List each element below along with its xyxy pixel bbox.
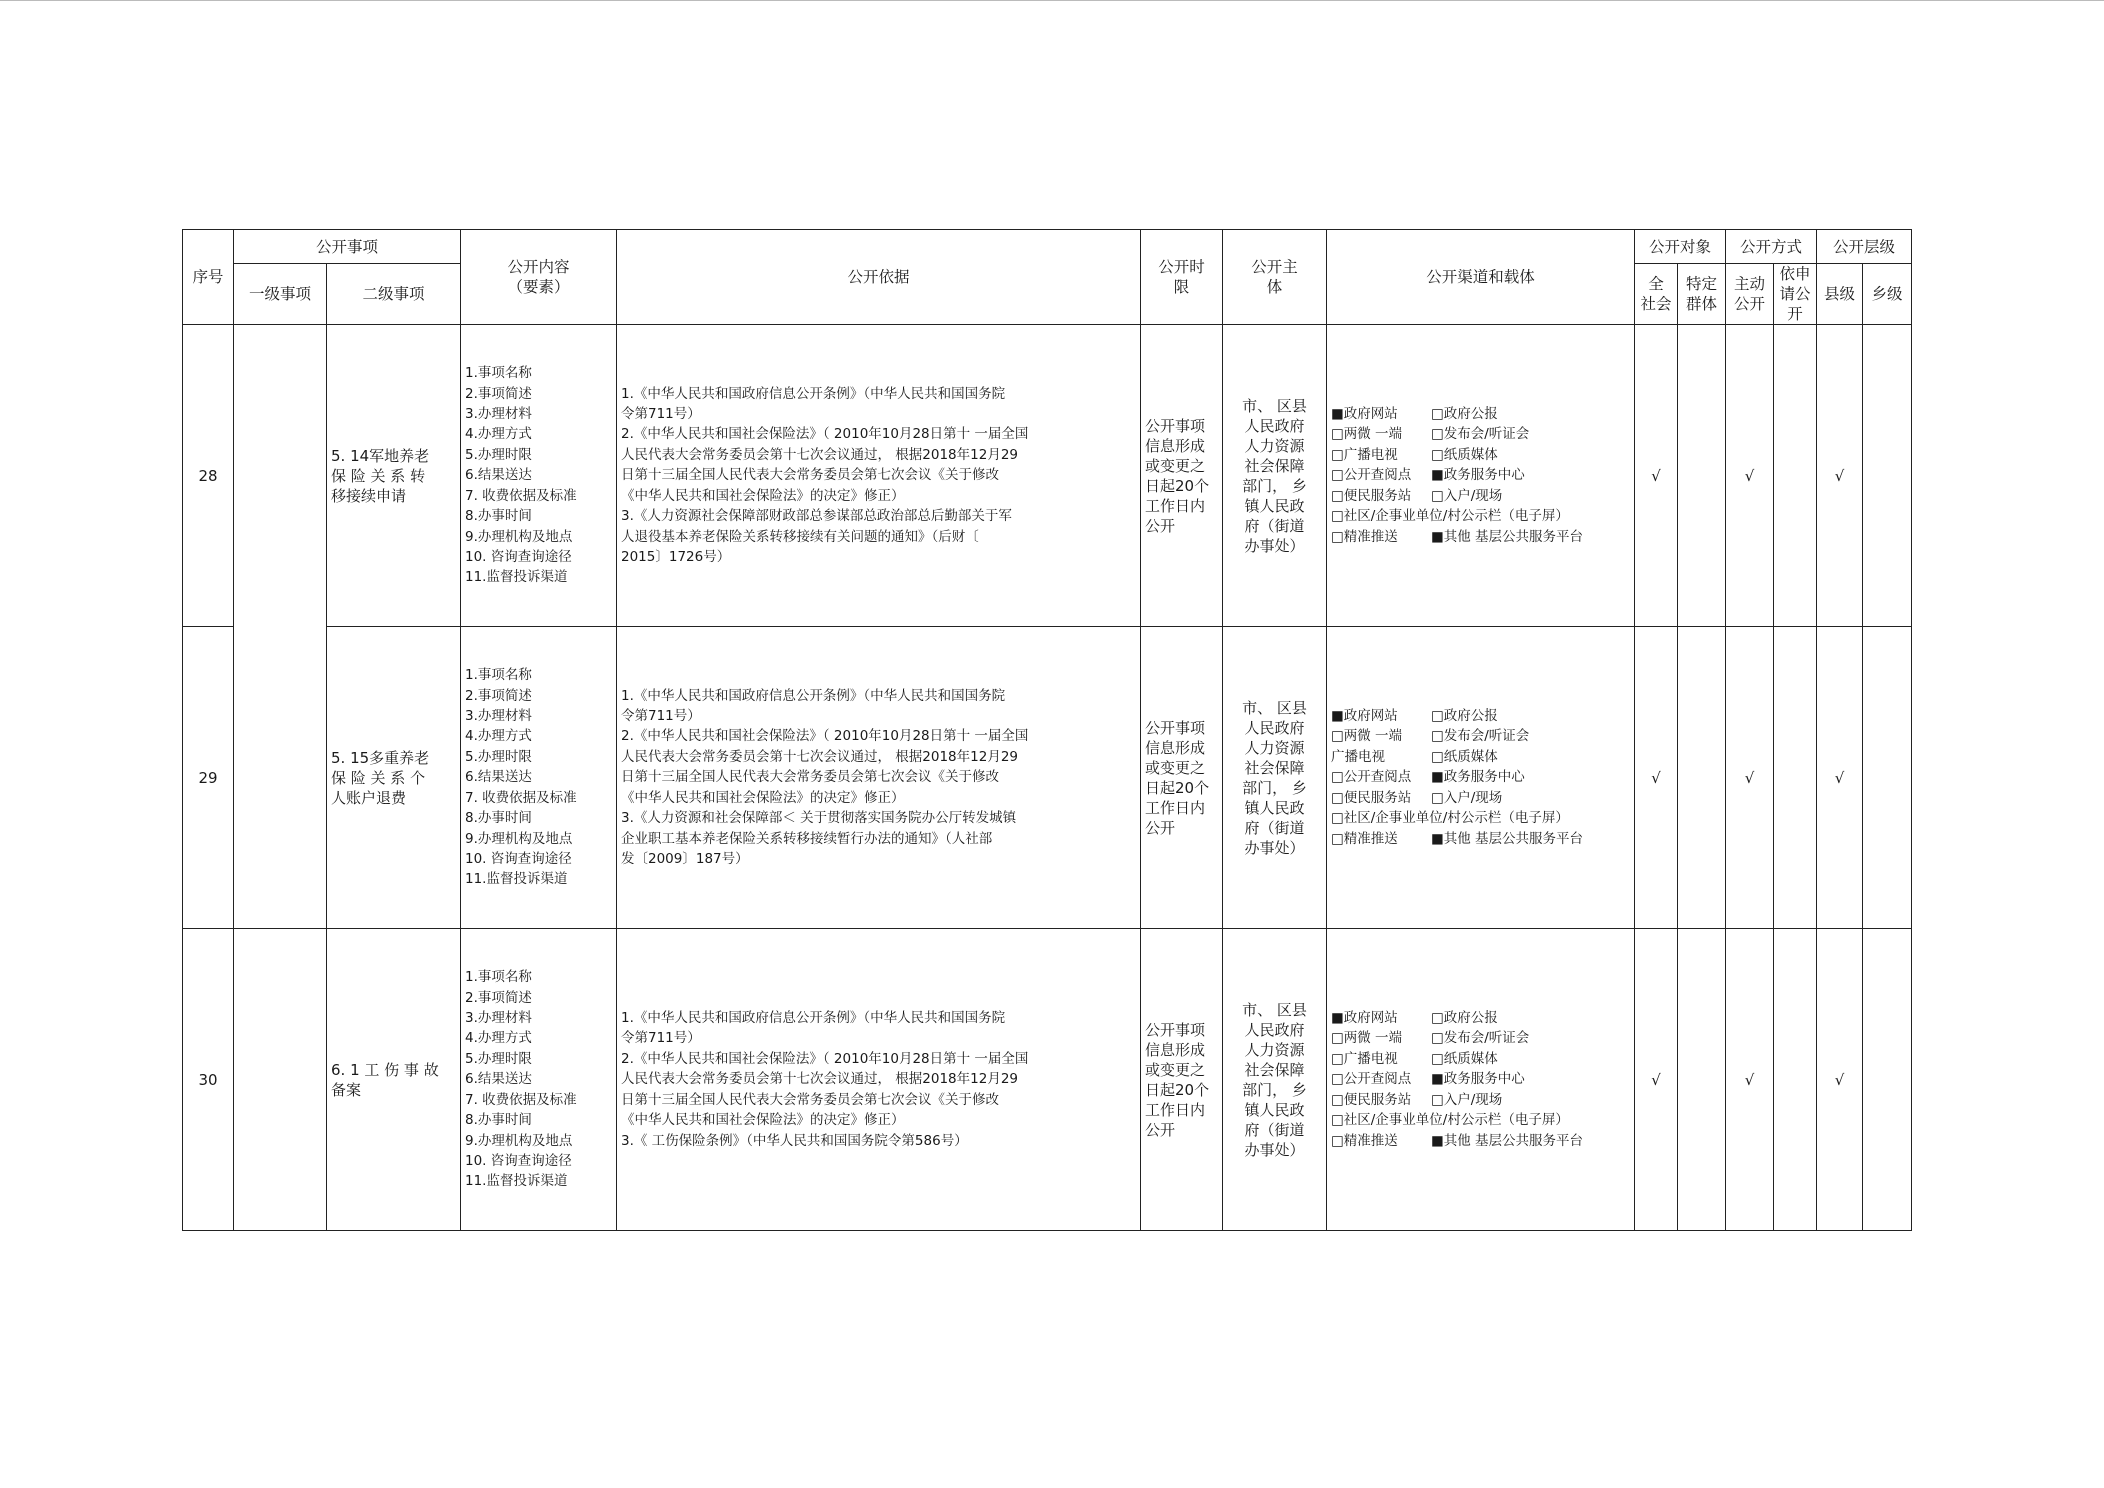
cell-line: 3.办理材料 — [465, 1010, 532, 1027]
table-row — [183, 929, 1912, 1231]
row-level2: 6. 1 工 伤 事 故 备案 — [327, 929, 461, 1231]
cell-line: 1.事项名称 — [465, 667, 532, 684]
row-content — [461, 325, 617, 627]
cell-line: 4.办理方式 — [465, 1030, 532, 1047]
channel-option: ■其他 基层公共服务平台 — [1431, 1132, 1584, 1149]
cell-line: 人民代表大会常务委员会第十七次会议通过， 根据2018年12月29 — [621, 1071, 1019, 1088]
channel-option: ■政务服务中心 — [1431, 769, 1525, 786]
cell-line: 10. 咨询查询途径 — [465, 850, 572, 867]
channel-option: □两微 一端 — [1331, 728, 1403, 745]
row-subject: 市、 区县 人民政府 人力资源 社会保障 部门， 乡 镇人民政 府（街道 办事处） — [1223, 929, 1327, 1231]
cell-line: 10. 咨询查询途径 — [465, 1152, 572, 1169]
row-method-active: √ — [1726, 627, 1774, 929]
channel-line — [1331, 527, 1630, 547]
channel-option: □社区/企事业单位/村公示栏（电子屏） — [1331, 1112, 1569, 1129]
row-seq: 29 — [183, 627, 234, 929]
channel-option: □两微 一端 — [1331, 1030, 1403, 1047]
channel-option: □纸质媒体 — [1431, 1050, 1498, 1067]
cell-line: 人退役基本养老保险关系转移接续有关问题的通知》（后财〔 — [621, 528, 979, 545]
row-level-town — [1863, 929, 1912, 1231]
row-channels — [1327, 929, 1635, 1231]
cell-line: 8.办事时间 — [465, 508, 532, 525]
channel-option: 广播电视 — [1331, 748, 1385, 765]
cell-line: 令第711号） — [621, 406, 701, 423]
cell-line: 5.办理时限 — [465, 1050, 532, 1067]
row-method-active: √ — [1726, 929, 1774, 1231]
cell-line: 令第711号） — [621, 1030, 701, 1047]
header-audience-specific: 特定 群体 — [1678, 264, 1726, 325]
cell-line: 2.事项简述 — [465, 385, 532, 402]
channel-option: ■政府网站 — [1331, 406, 1398, 423]
channel-option: □两微 一端 — [1331, 426, 1403, 443]
cell-line: 3.《 工伤保险条例》（中华人民共和国国务院令第586号） — [621, 1132, 968, 1149]
row-subject: 市、 区县 人民政府 人力资源 社会保障 部门， 乡 镇人民政 府（街道 办事处） — [1223, 325, 1327, 627]
header-level1: 一级事项 — [234, 264, 327, 325]
header-method-active: 主动 公开 — [1726, 264, 1774, 325]
row-audience-all: √ — [1635, 929, 1678, 1231]
row-method-active: √ — [1726, 325, 1774, 627]
cell-line: 企业职工基本养老保险关系转移接续暂行办法的通知》（人社部 — [621, 830, 993, 847]
channel-line — [1331, 1131, 1630, 1151]
row-method-request — [1774, 325, 1817, 627]
header-audience-group: 公开对象 — [1635, 230, 1726, 264]
cell-line: 1.事项名称 — [465, 969, 532, 986]
channel-line — [1331, 706, 1630, 726]
cell-line: 8.办事时间 — [465, 810, 532, 827]
cell-line: 9.办理机构及地点 — [465, 830, 573, 847]
channel-option: □发布会/听证会 — [1431, 728, 1530, 745]
cell-line: 《中华人民共和国社会保险法》的决定》修正） — [621, 789, 905, 806]
channel-line — [1331, 767, 1630, 787]
cell-line: 1.《中华人民共和国政府信息公开条例》（中华人民共和国国务院 — [621, 687, 1006, 704]
cell-line: 人民代表大会常务委员会第十七次会议通过， 根据2018年12月29 — [621, 748, 1019, 765]
channel-line — [1331, 424, 1630, 444]
channel-line — [1331, 465, 1630, 485]
cell-line: 9.办理机构及地点 — [465, 528, 573, 545]
cell-line: 人民代表大会常务委员会第十七次会议通过， 根据2018年12月29 — [621, 446, 1019, 463]
cell-line: 3.《人力资源和社会保障部＜ 关于贯彻落实国务院办公厅转发城镇 — [621, 810, 1017, 827]
cell-line: 3.办理材料 — [465, 708, 532, 725]
header-method-request: 依申 请公 开 — [1774, 264, 1817, 325]
row-method-request — [1774, 929, 1817, 1231]
header-subject: 公开主 体 — [1223, 230, 1327, 325]
row-level-town — [1863, 627, 1912, 929]
row-basis — [617, 929, 1141, 1231]
channel-option: □政府公报 — [1431, 406, 1498, 423]
row-basis — [617, 627, 1141, 929]
channel-option: □政府公报 — [1431, 1010, 1498, 1027]
header-level-town: 乡级 — [1863, 264, 1912, 325]
cell-line: 6.结果送达 — [465, 467, 532, 484]
cell-line: 3.办理材料 — [465, 406, 532, 423]
row-subject: 市、 区县 人民政府 人力资源 社会保障 部门， 乡 镇人民政 府（街道 办事处） — [1223, 627, 1327, 929]
channel-line — [1331, 747, 1630, 767]
channel-option: □公开查阅点 — [1331, 467, 1412, 484]
row-method-request — [1774, 627, 1817, 929]
channel-option: □入户/现场 — [1431, 487, 1503, 504]
cell-line: 日第十三届全国人民代表大会常务委员会第七次会议《关于修改 — [621, 467, 999, 484]
cell-line: 11.监督投诉渠道 — [465, 1173, 568, 1190]
cell-line: 6.结果送达 — [465, 1071, 532, 1088]
row-content — [461, 627, 617, 929]
channel-option: □入户/现场 — [1431, 789, 1503, 806]
channel-option: □社区/企事业单位/村公示栏（电子屏） — [1331, 508, 1569, 525]
row-time-limit: 公开事项 信息形成 或变更之 日起20个 工作日内 公开 — [1141, 325, 1223, 627]
header-content: 公开内容 （要素） — [461, 230, 617, 325]
table-body — [183, 325, 1912, 1231]
channel-line — [1331, 404, 1630, 424]
channel-line — [1331, 726, 1630, 746]
channel-option: □社区/企事业单位/村公示栏（电子屏） — [1331, 810, 1569, 827]
cell-line: 4.办理方式 — [465, 728, 532, 745]
header-method-group: 公开方式 — [1726, 230, 1817, 264]
cell-line: 2.《中华人民共和国社会保险法》（ 2010年10月28日第十 一届全国 — [621, 728, 1029, 745]
channel-option: □发布会/听证会 — [1431, 426, 1530, 443]
channel-option: □广播电视 — [1331, 1050, 1398, 1067]
channel-option: □精准推送 — [1331, 830, 1398, 847]
cell-line: 3.《人力资源社会保障部财政部总参谋部总政治部总后勤部关于军 — [621, 508, 1012, 525]
cell-line: 2.《中华人民共和国社会保险法》（ 2010年10月28日第十 一届全国 — [621, 1050, 1029, 1067]
channel-line — [1331, 1008, 1630, 1028]
row-level-county: √ — [1817, 929, 1863, 1231]
channel-line — [1331, 445, 1630, 465]
channel-option: □发布会/听证会 — [1431, 1030, 1530, 1047]
channel-line — [1331, 506, 1630, 526]
channel-option: □便民服务站 — [1331, 789, 1412, 806]
row-audience-specific — [1678, 325, 1726, 627]
header-audience-all: 全 社会 — [1635, 264, 1678, 325]
row-level2: 5. 15多重养老 保 险 关 系 个 人账户退费 — [327, 627, 461, 929]
cell-line: 5.办理时限 — [465, 748, 532, 765]
channel-option: □广播电视 — [1331, 446, 1398, 463]
channel-line — [1331, 808, 1630, 828]
channel-option: ■其他 基层公共服务平台 — [1431, 528, 1584, 545]
table-row — [183, 325, 1912, 627]
cell-line: 2.《中华人民共和国社会保险法》（ 2010年10月28日第十 一届全国 — [621, 426, 1029, 443]
channel-option: □纸质媒体 — [1431, 446, 1498, 463]
row-channels — [1327, 325, 1635, 627]
channel-option: □公开查阅点 — [1331, 1071, 1412, 1088]
row-audience-specific — [1678, 627, 1726, 929]
cell-line: 日第十三届全国人民代表大会常务委员会第七次会议《关于修改 — [621, 1091, 999, 1108]
channel-line — [1331, 1069, 1630, 1089]
row-audience-all: √ — [1635, 325, 1678, 627]
cell-line: 9.办理机构及地点 — [465, 1132, 573, 1149]
header-time-limit: 公开时 限 — [1141, 230, 1223, 325]
row-level-town — [1863, 325, 1912, 627]
header-channels: 公开渠道和载体 — [1327, 230, 1635, 325]
channel-option: ■政务服务中心 — [1431, 467, 1525, 484]
cell-line: 5.办理时限 — [465, 446, 532, 463]
cell-line: 1.《中华人民共和国政府信息公开条例》（中华人民共和国国务院 — [621, 385, 1006, 402]
channel-option: □入户/现场 — [1431, 1091, 1503, 1108]
row-seq: 28 — [183, 325, 234, 627]
disclosure-table — [182, 229, 1912, 1231]
cell-line: 令第711号） — [621, 708, 701, 725]
table-row — [183, 627, 1912, 929]
channel-line — [1331, 1110, 1630, 1130]
channel-option: □便民服务站 — [1331, 1091, 1412, 1108]
cell-line: 1.事项名称 — [465, 365, 532, 382]
channel-option: ■政府网站 — [1331, 1010, 1398, 1027]
row-time-limit: 公开事项 信息形成 或变更之 日起20个 工作日内 公开 — [1141, 627, 1223, 929]
channel-option: ■其他 基层公共服务平台 — [1431, 830, 1584, 847]
cell-line: 《中华人民共和国社会保险法》的决定》修正） — [621, 487, 905, 504]
cell-line: 2015〕1726号） — [621, 548, 731, 565]
cell-line: 8.办事时间 — [465, 1112, 532, 1129]
row-level-county: √ — [1817, 325, 1863, 627]
cell-line: 《中华人民共和国社会保险法》的决定》修正） — [621, 1112, 905, 1129]
cell-line: 11.监督投诉渠道 — [465, 569, 568, 586]
channel-option: ■政务服务中心 — [1431, 1071, 1525, 1088]
channel-option: □公开查阅点 — [1331, 769, 1412, 786]
cell-line: 10. 咨询查询途径 — [465, 548, 572, 565]
channel-option: □纸质媒体 — [1431, 748, 1498, 765]
cell-line: 2.事项简述 — [465, 687, 532, 704]
cell-line: 11.监督投诉渠道 — [465, 871, 568, 888]
row-audience-all: √ — [1635, 627, 1678, 929]
page-top-rule — [0, 0, 2104, 1]
row-audience-specific — [1678, 929, 1726, 1231]
cell-line: 日第十三届全国人民代表大会常务委员会第七次会议《关于修改 — [621, 769, 999, 786]
row-level1 — [234, 929, 327, 1231]
cell-line: 7. 收费依据及标准 — [465, 487, 577, 504]
channel-option: □精准推送 — [1331, 528, 1398, 545]
channel-line — [1331, 486, 1630, 506]
header-level2: 二级事项 — [327, 264, 461, 325]
cell-line: 7. 收费依据及标准 — [465, 1091, 577, 1108]
channel-line — [1331, 1028, 1630, 1048]
cell-line: 2.事项简述 — [465, 989, 532, 1006]
channel-line — [1331, 829, 1630, 849]
cell-line: 4.办理方式 — [465, 426, 532, 443]
row-level2: 5. 14军地养老 保 险 关 系 转 移接续申请 — [327, 325, 461, 627]
row-content — [461, 929, 617, 1231]
row-level-county: √ — [1817, 627, 1863, 929]
channel-option: ■政府网站 — [1331, 708, 1398, 725]
header-basis: 公开依据 — [617, 230, 1141, 325]
cell-line: 1.《中华人民共和国政府信息公开条例》（中华人民共和国国务院 — [621, 1010, 1006, 1027]
cell-line: 6.结果送达 — [465, 769, 532, 786]
channel-option: □便民服务站 — [1331, 487, 1412, 504]
channel-option: □精准推送 — [1331, 1132, 1398, 1149]
row-time-limit: 公开事项 信息形成 或变更之 日起20个 工作日内 公开 — [1141, 929, 1223, 1231]
channel-line — [1331, 1049, 1630, 1069]
channel-option: □政府公报 — [1431, 708, 1498, 725]
cell-line: 发〔2009〕187号） — [621, 850, 749, 867]
channel-line — [1331, 1090, 1630, 1110]
cell-line: 7. 收费依据及标准 — [465, 789, 577, 806]
header-items-group: 公开事项 — [234, 230, 461, 264]
header-level-group: 公开层级 — [1817, 230, 1912, 264]
header-seq: 序号 — [183, 230, 234, 325]
table-header — [183, 230, 1912, 325]
channel-line — [1331, 788, 1630, 808]
row-channels — [1327, 627, 1635, 929]
row-basis — [617, 325, 1141, 627]
row-seq: 30 — [183, 929, 234, 1231]
header-level-county: 县级 — [1817, 264, 1863, 325]
row-level1 — [234, 325, 327, 929]
